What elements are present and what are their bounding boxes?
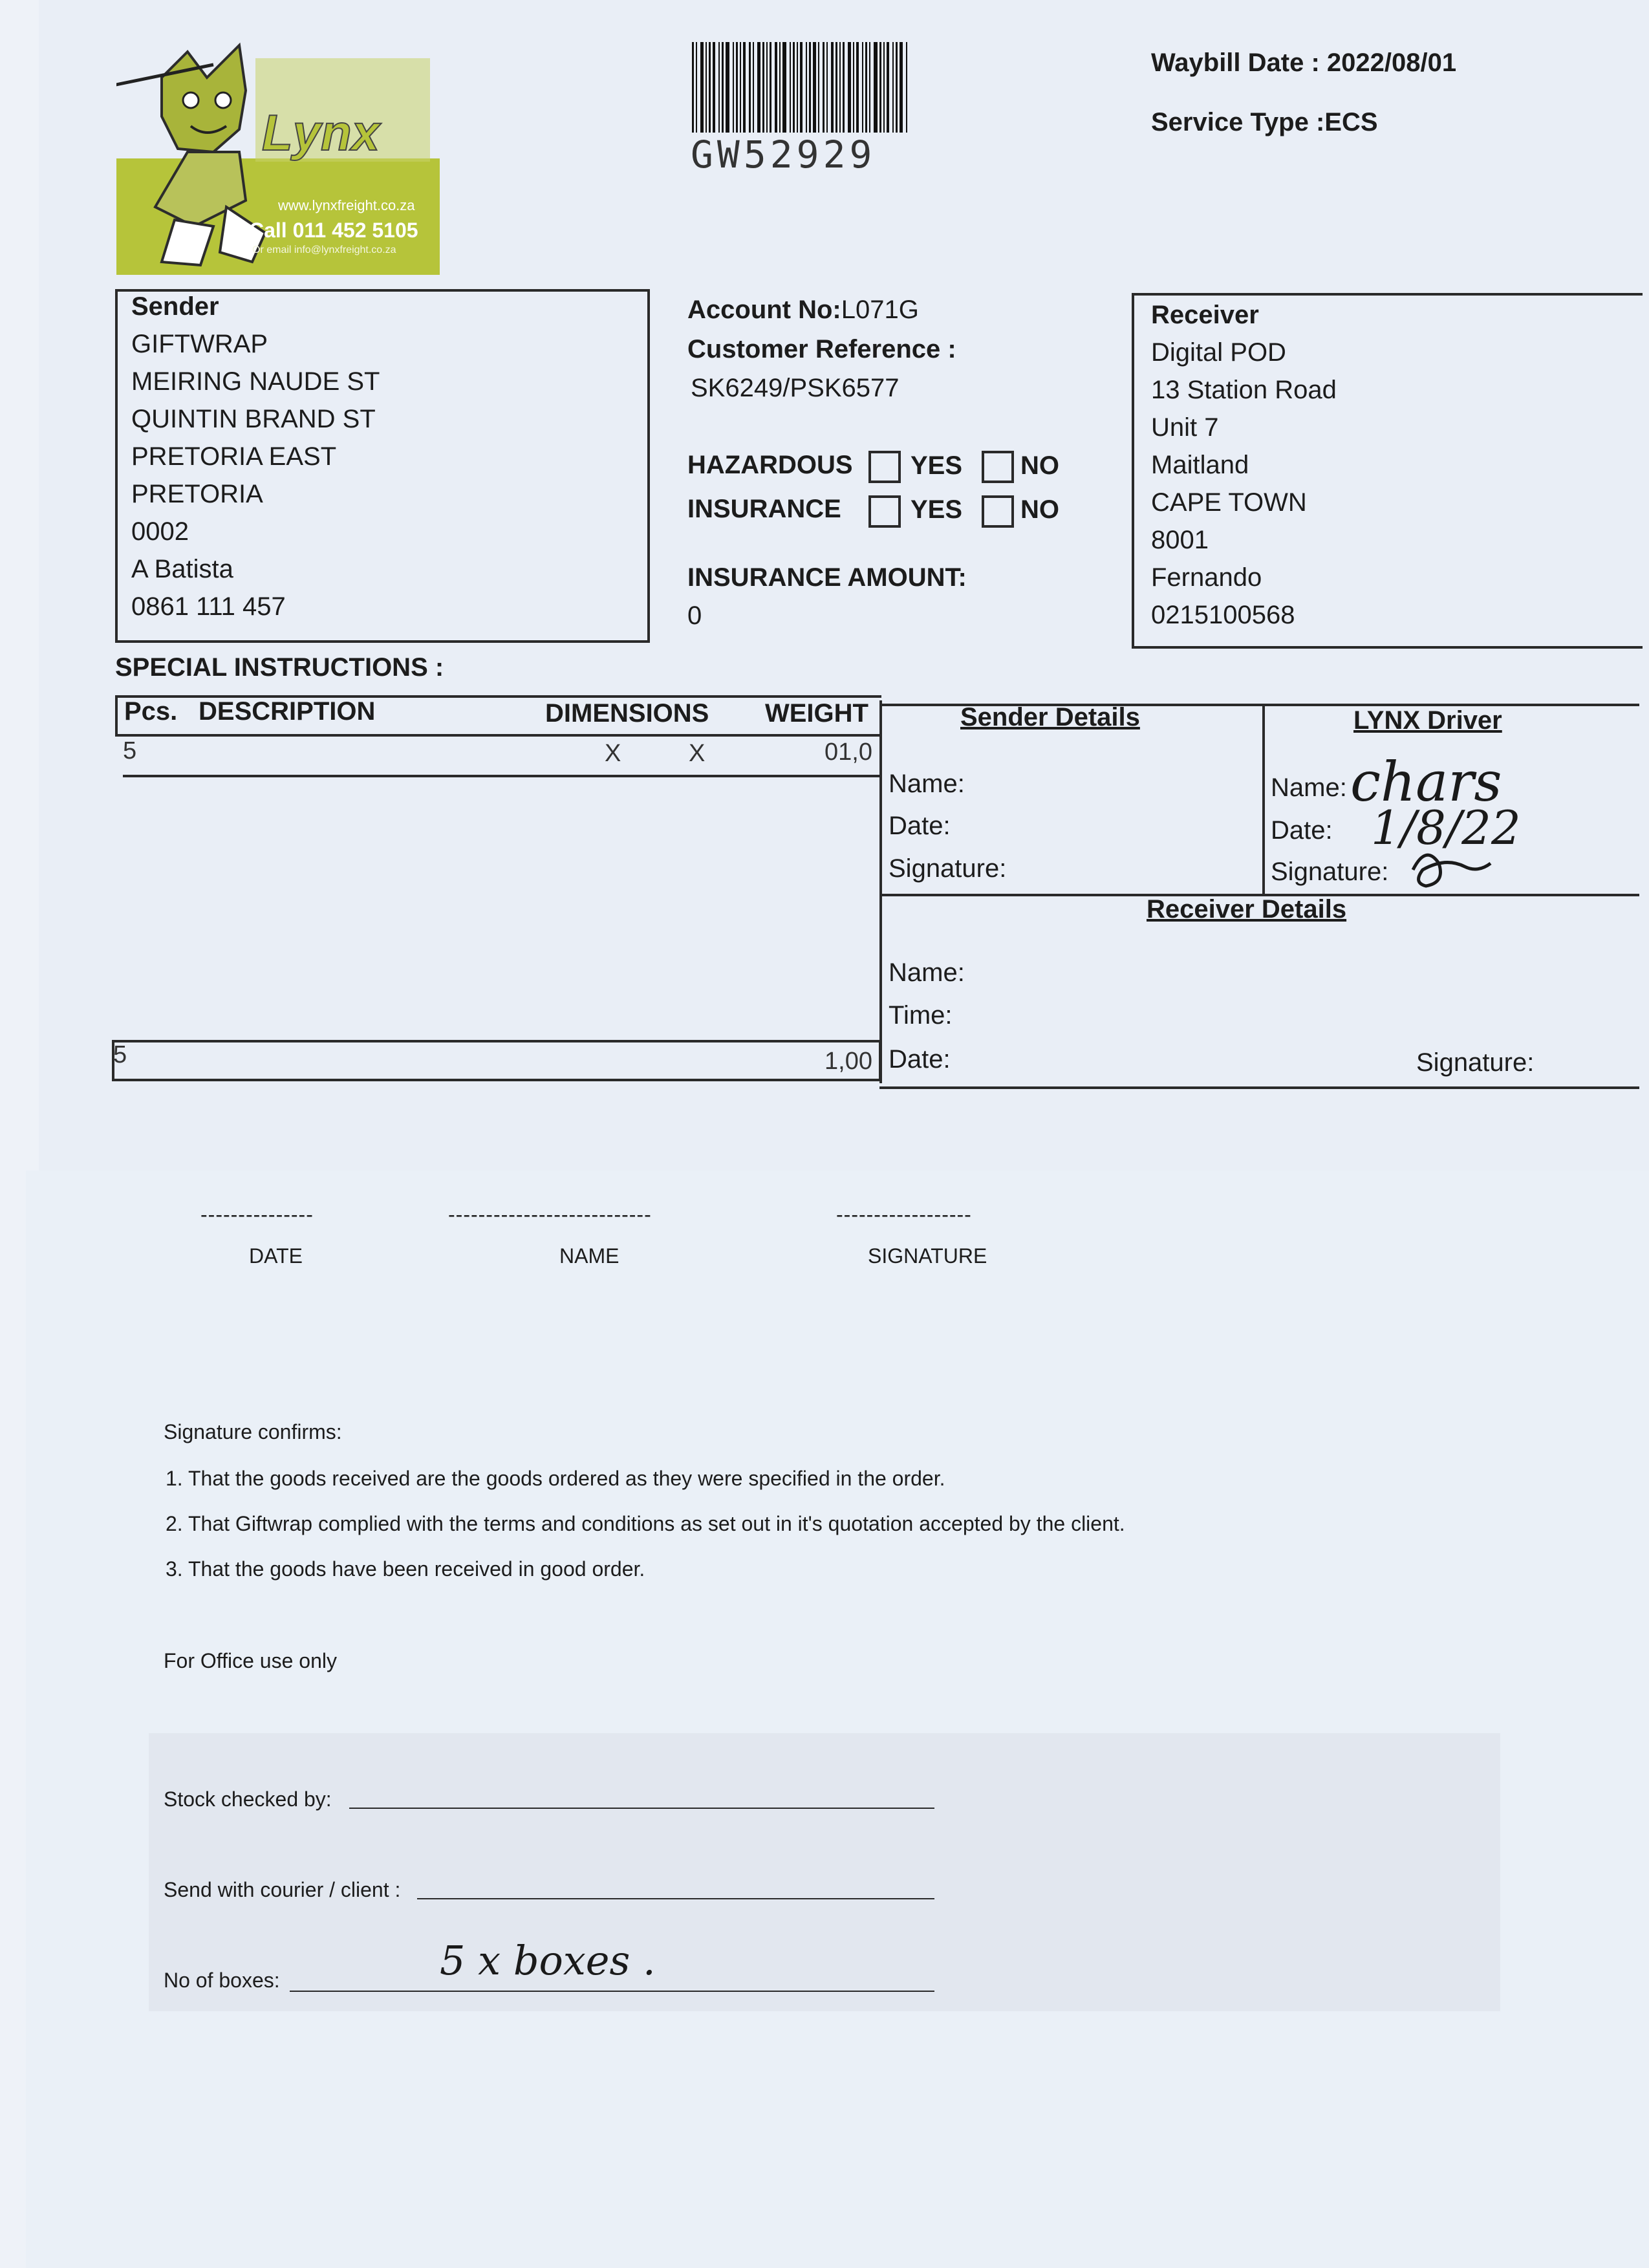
insurance-yes-label: YES bbox=[911, 495, 963, 524]
sender-details-heading: Sender Details bbox=[960, 703, 1140, 731]
confirmation-item: 1. That the goods received are the goods ordered as they were specified in the order. bbox=[166, 1467, 945, 1490]
total-weight: 1,00 bbox=[824, 1048, 872, 1075]
no-of-boxes-line[interactable] bbox=[290, 1991, 934, 1992]
special-instructions-label: SPECIAL INSTRUCTIONS : bbox=[115, 653, 444, 682]
sender-line: PRETORIA bbox=[131, 480, 263, 508]
signature-dashes: ------------------ bbox=[836, 1203, 972, 1226]
receiver-line: CAPE TOWN bbox=[1151, 488, 1307, 517]
logo-email: Or email info@lynxfreight.co.za bbox=[252, 244, 396, 255]
service-type: Service Type :ECS bbox=[1151, 108, 1378, 136]
send-with-courier-label: Send with courier / client : bbox=[164, 1878, 401, 1901]
confirmation-item: 2. That Giftwrap complied with the terms and conditions as set out in it's quotation accepted by the client. bbox=[166, 1512, 1125, 1535]
goods-row-bottom bbox=[123, 775, 881, 777]
goods-header-bottom bbox=[115, 734, 881, 737]
receiver-details-date-label: Date: bbox=[889, 1045, 951, 1074]
logo-phone: Call 011 452 5105 bbox=[249, 219, 418, 242]
delivery-note bbox=[26, 1171, 1649, 2268]
hazardous-no-label: NO bbox=[1020, 451, 1059, 480]
receiver-line: 0215100568 bbox=[1151, 601, 1295, 629]
sender-line: PRETORIA EAST bbox=[131, 442, 337, 471]
sender-details-date-label: Date: bbox=[889, 812, 951, 840]
insurance-no-checkbox[interactable] bbox=[982, 495, 1014, 528]
hazardous-label: HAZARDOUS bbox=[687, 451, 853, 479]
date-caption: DATE bbox=[249, 1244, 303, 1268]
weight-header: WEIGHT bbox=[765, 699, 868, 728]
sender-details-signature-label: Signature: bbox=[889, 854, 1007, 883]
stock-checked-label: Stock checked by: bbox=[164, 1787, 332, 1811]
insurance-yes-checkbox[interactable] bbox=[868, 495, 901, 528]
hazardous-yes-checkbox[interactable] bbox=[868, 451, 901, 483]
driver-date-label: Date: bbox=[1271, 816, 1333, 845]
send-with-courier-line[interactable] bbox=[417, 1898, 934, 1899]
sender-line: QUINTIN BRAND ST bbox=[131, 405, 376, 433]
receiver-line: Digital POD bbox=[1151, 338, 1286, 367]
no-of-boxes-label: No of boxes: bbox=[164, 1969, 280, 1992]
sender-address bbox=[131, 325, 380, 625]
insurance-label: INSURANCE bbox=[687, 495, 841, 523]
customer-reference-value: SK6249/PSK6577 bbox=[691, 374, 900, 402]
total-pcs: 5 bbox=[113, 1041, 127, 1068]
office-use-area bbox=[149, 1733, 1500, 2011]
goods-table-left bbox=[115, 695, 118, 734]
receiver-line: Maitland bbox=[1151, 451, 1249, 479]
driver-heading: LYNX Driver bbox=[1353, 706, 1502, 735]
row-dimension-x1: X bbox=[605, 740, 621, 767]
waybill-barcode bbox=[692, 42, 999, 133]
no-of-boxes-handwritten: 5 x boxes . bbox=[440, 1937, 656, 1984]
account-number bbox=[687, 296, 919, 325]
insurance-no-label: NO bbox=[1020, 495, 1059, 524]
account-label: Account No: bbox=[687, 296, 841, 324]
sender-line: GIFTWRAP bbox=[131, 330, 268, 358]
details-bottom bbox=[879, 1086, 1639, 1089]
stock-checked-line[interactable] bbox=[349, 1808, 934, 1809]
driver-signature-mark bbox=[1400, 844, 1497, 896]
lynx-logo bbox=[116, 39, 440, 275]
signature-grid-divider bbox=[879, 700, 882, 1083]
goods-total-row bbox=[112, 1040, 881, 1081]
receiver-address bbox=[1151, 334, 1337, 634]
receiver-heading: Receiver bbox=[1151, 301, 1259, 329]
customer-reference-label: Customer Reference : bbox=[687, 335, 956, 363]
sender-line: 0002 bbox=[131, 517, 189, 546]
office-use-heading: For Office use only bbox=[164, 1649, 337, 1672]
insurance-amount-value: 0 bbox=[687, 601, 702, 630]
waybill-number: GW52929 bbox=[691, 133, 876, 177]
waybill-date: Waybill Date : 2022/08/01 bbox=[1151, 49, 1457, 77]
receiver-line: Fernando bbox=[1151, 563, 1262, 592]
receiver-details-heading: Receiver Details bbox=[1147, 895, 1347, 923]
signature-caption: SIGNATURE bbox=[868, 1244, 987, 1268]
sender-line: 0861 111 457 bbox=[131, 592, 286, 621]
account-value: L071G bbox=[841, 296, 919, 324]
row-dimension-x2: X bbox=[689, 740, 706, 767]
date-dashes: --------------- bbox=[200, 1203, 314, 1226]
sender-line: A Batista bbox=[131, 555, 233, 583]
hazardous-yes-label: YES bbox=[911, 451, 963, 480]
row-weight: 01,0 bbox=[824, 739, 872, 766]
dimensions-header: DIMENSIONS bbox=[545, 699, 709, 728]
receiver-line: 8001 bbox=[1151, 526, 1209, 554]
receiver-box-left-border bbox=[1132, 293, 1134, 647]
driver-signature-label: Signature: bbox=[1271, 858, 1389, 886]
receiver-line: Unit 7 bbox=[1151, 413, 1219, 442]
hazardous-no-checkbox[interactable] bbox=[982, 451, 1014, 483]
sender-line: MEIRING NAUDE ST bbox=[131, 367, 380, 396]
logo-website: www.lynxfreight.co.za bbox=[278, 197, 415, 213]
name-dashes: --------------------------- bbox=[448, 1203, 652, 1226]
driver-date-handwritten: 1/8/22 bbox=[1371, 801, 1521, 855]
confirmation-intro: Signature confirms: bbox=[164, 1420, 342, 1443]
name-caption: NAME bbox=[559, 1244, 620, 1268]
receiver-details-signature-label: Signature: bbox=[1416, 1048, 1535, 1077]
logo-brand: Lynx bbox=[262, 104, 380, 161]
driver-name-label: Name: bbox=[1271, 773, 1347, 802]
row-pcs: 5 bbox=[123, 737, 137, 764]
driver-name-handwritten: chars bbox=[1350, 750, 1502, 814]
pcs-header: Pcs. bbox=[124, 697, 178, 726]
insurance-amount-label: INSURANCE AMOUNT: bbox=[687, 563, 967, 592]
receiver-details-time-label: Time: bbox=[889, 1001, 953, 1030]
description-header: DESCRIPTION bbox=[199, 697, 376, 726]
receiver-box-bottom-border bbox=[1132, 646, 1643, 649]
confirmation-item: 3. That the goods have been received in good order. bbox=[166, 1557, 645, 1581]
sender-details-name-label: Name: bbox=[889, 770, 965, 798]
receiver-line: 13 Station Road bbox=[1151, 376, 1337, 404]
receiver-box-top-border bbox=[1132, 293, 1643, 296]
sender-heading: Sender bbox=[131, 292, 219, 321]
driver-divider bbox=[1262, 704, 1265, 895]
receiver-details-name-label: Name: bbox=[889, 958, 965, 987]
